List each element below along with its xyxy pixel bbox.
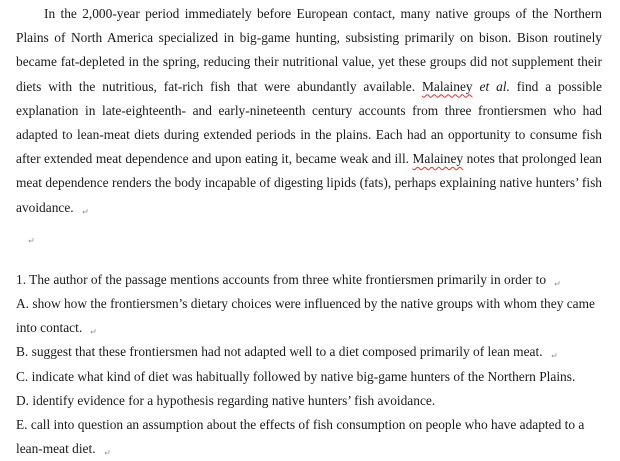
- answer-option-text: B. suggest that these frontiersmen had not adapted well to a diet composed primarily of lean meat.: [16, 344, 543, 360]
- passage-et-al: et al.: [472, 78, 510, 94]
- passage-text-2: find a possible explanation in late-eighteenth- and early-nineteenth century accounts from three frontiersmen who had adapted to lean-meat diets during extended periods in the plains. Each had an opportunity to consume fish after extended meat dependence and upon eating it, became weak and ill.: [16, 78, 603, 167]
- reading-passage: [16, 2, 602, 220]
- paragraph-mark-icon: [104, 450, 110, 455]
- answer-options: [16, 292, 602, 461]
- answer-option-text: E. call into question an assumption about the effects of fish consumption on people who have adapted to a lean-meat diet.: [16, 417, 585, 457]
- answer-option-text: C. indicate what kind of diet was habitually followed by native big-game hunters of the Northern Plains.: [16, 368, 576, 384]
- paragraph-mark-icon: [82, 209, 88, 214]
- answer-option-c[interactable]: [16, 365, 602, 389]
- answer-option-text: D. identify evidence for a hypothesis regarding native hunters’ fish avoidance.: [16, 392, 436, 408]
- document-body: [16, 2, 602, 461]
- answer-option-b[interactable]: [16, 340, 602, 364]
- answer-option-a[interactable]: [16, 292, 602, 340]
- empty-paragraph: [16, 220, 602, 268]
- question-stem-text: 1. The author of the passage mentions accounts from three white frontiersmen primarily in order to: [16, 271, 547, 287]
- answer-option-d[interactable]: [16, 389, 602, 413]
- spellcheck-word-malainey: Malainey: [422, 78, 473, 94]
- paragraph-mark-icon: [551, 353, 557, 358]
- answer-option-text: A. show how the frontiersmen’s dietary choices were influenced by the native groups with whom they came into contact.: [16, 296, 595, 336]
- passage-text-3: notes that prolonged lean meat dependence renders the body incapable of digesting lipids (fats), perhaps explaining native hunters’ fish avoidance.: [16, 151, 602, 215]
- paragraph-mark-icon: [28, 238, 34, 243]
- paragraph-mark-icon: [554, 281, 560, 286]
- question-stem: [16, 268, 602, 292]
- passage-text-1: In the 2,000-year period immediately before European contact, many native groups of the Northern Plains of North America specialized in big-game hunting, subsisting primarily on bison. Bison routinely became fat-depleted in the spring, reducing their nutritional value, yet these groups did not supplement their diets with the nutritious, fat-rich fish that were abundantly available.: [16, 6, 602, 94]
- answer-option-e[interactable]: [16, 413, 602, 461]
- paragraph-mark-icon: [90, 329, 96, 334]
- spellcheck-word-malainey-2: Malainey: [412, 151, 464, 167]
